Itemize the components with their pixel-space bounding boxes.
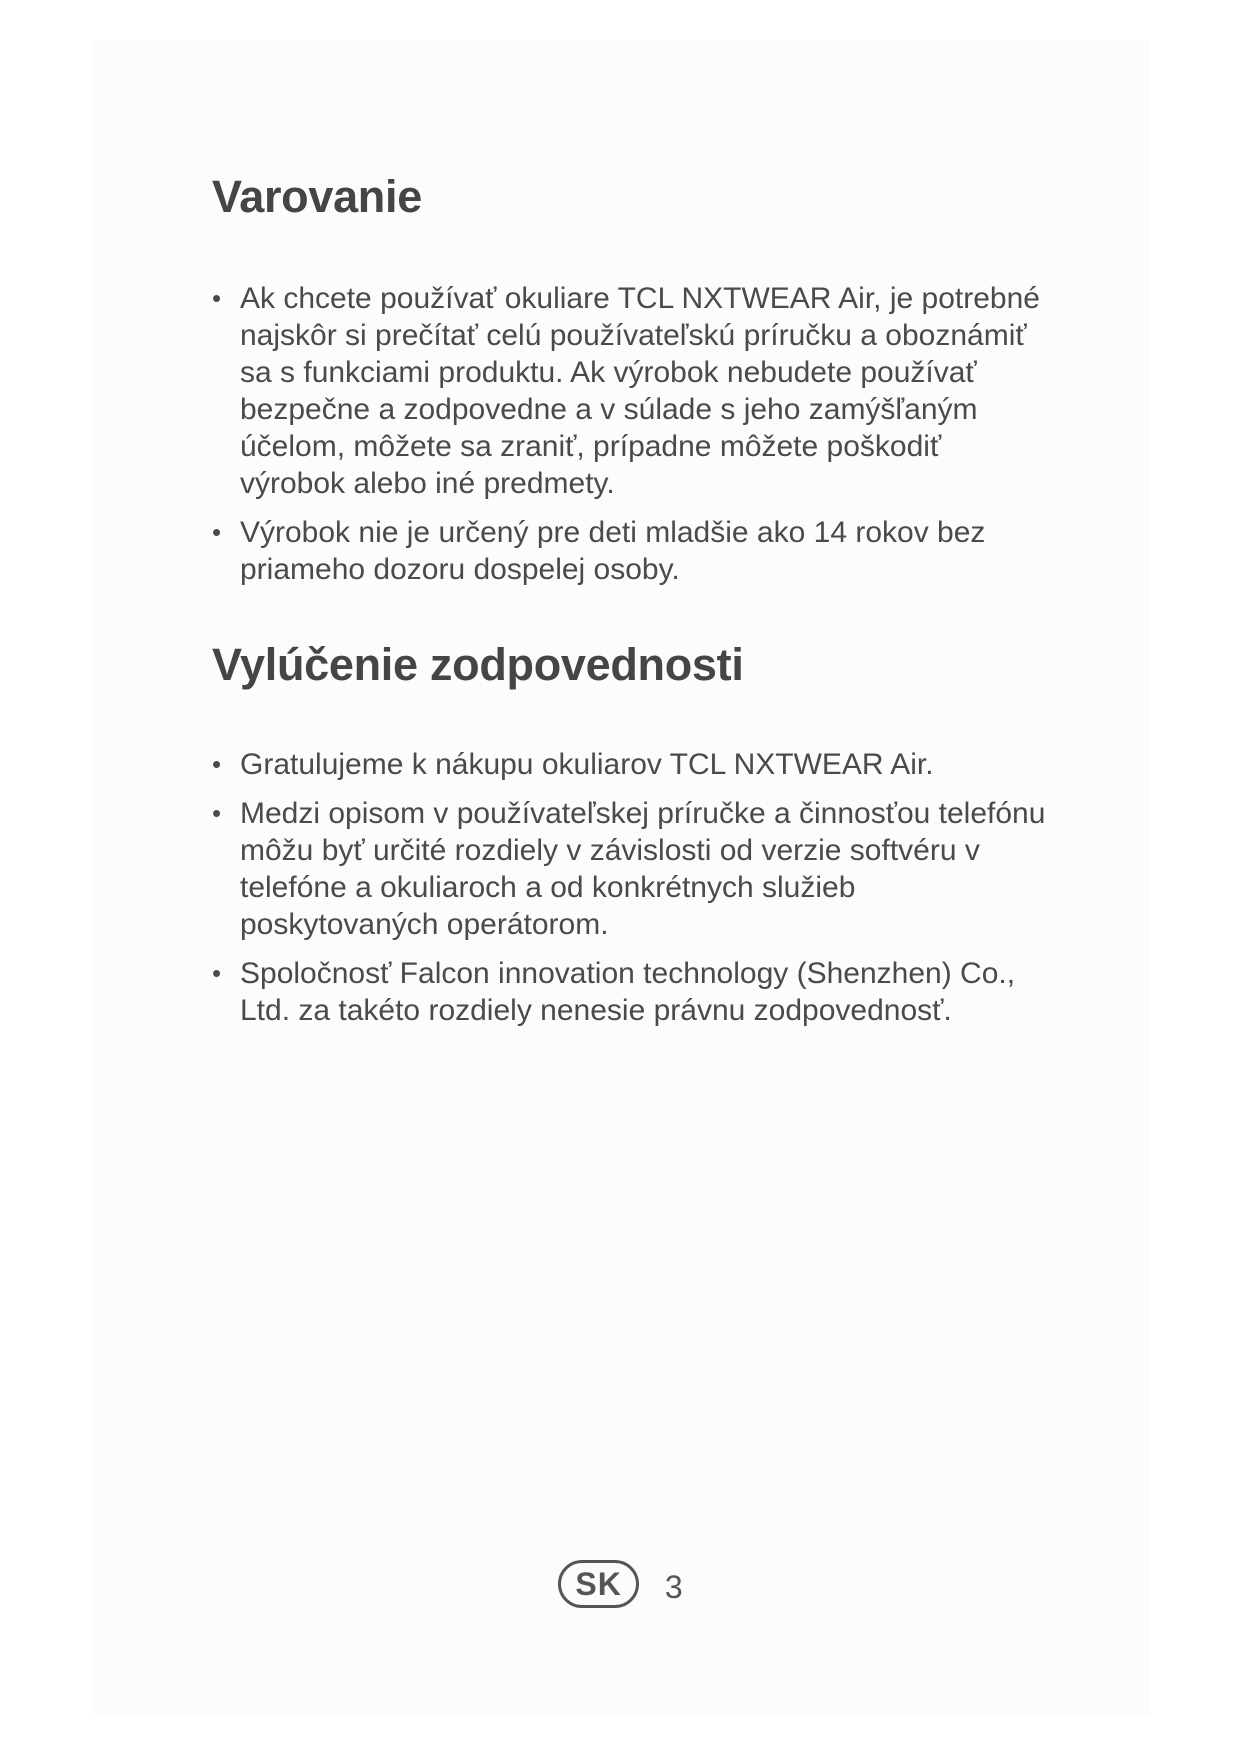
- disclaimer-section: [212, 638, 1052, 1029]
- list-item: [212, 955, 1052, 1029]
- list-item-text: Gratulujeme k nákupu okuliarov TCL NXTWEAR Air.: [240, 748, 934, 781]
- bullet-icon: •: [212, 517, 222, 547]
- disclaimer-heading: Vylúčenie zodpovednosti: [212, 639, 744, 690]
- warning-section: [212, 170, 1052, 588]
- list-item: [212, 746, 1052, 783]
- bullet-icon: •: [212, 798, 222, 828]
- list-item-text: Výrobok nie je určený pre deti mladšie ako 14 rokov bez priameho dozoru dospelej osoby.: [240, 516, 986, 586]
- document-content: [212, 170, 1052, 1041]
- disclaimer-bullet-list: [212, 746, 1052, 1029]
- list-item-text: Spoločnosť Falcon innovation technology (Shenzhen) Co., Ltd. za takéto rozdiely nenesie právnu zodpovednosť.: [240, 957, 1016, 1027]
- list-item: [212, 280, 1052, 502]
- page-footer: [0, 1560, 1241, 1608]
- bullet-icon: •: [212, 283, 222, 313]
- bullet-icon: •: [212, 958, 222, 988]
- list-item: [212, 514, 1052, 588]
- warning-heading: Varovanie: [212, 171, 422, 222]
- bullet-icon: •: [212, 749, 222, 779]
- list-item-text: Ak chcete používať okuliare TCL NXTWEAR Air, je potrebné najskôr si prečítať celú používateľskú príručku a oboznámiť sa s funkciami produktu. Ak výrobok nebudete používať bezpečne a zodpovedne a v súlade s jeho zamýšľaným účelom, môžete sa zraniť, prípadne môžete poškodiť výrobok alebo iné predmety.: [240, 282, 1040, 500]
- page-number: 3: [664, 1569, 683, 1605]
- list-item-text: Medzi opisom v používateľskej príručke a činnosťou telefónu môžu byť určité rozdiely v závislosti od verzie softvéru v telefóne a okuliaroch a od konkrétnych služieb poskytovaných operátorom.: [240, 797, 1046, 941]
- language-badge: SK: [558, 1560, 638, 1608]
- warning-bullet-list: [212, 280, 1052, 588]
- list-item: [212, 795, 1052, 943]
